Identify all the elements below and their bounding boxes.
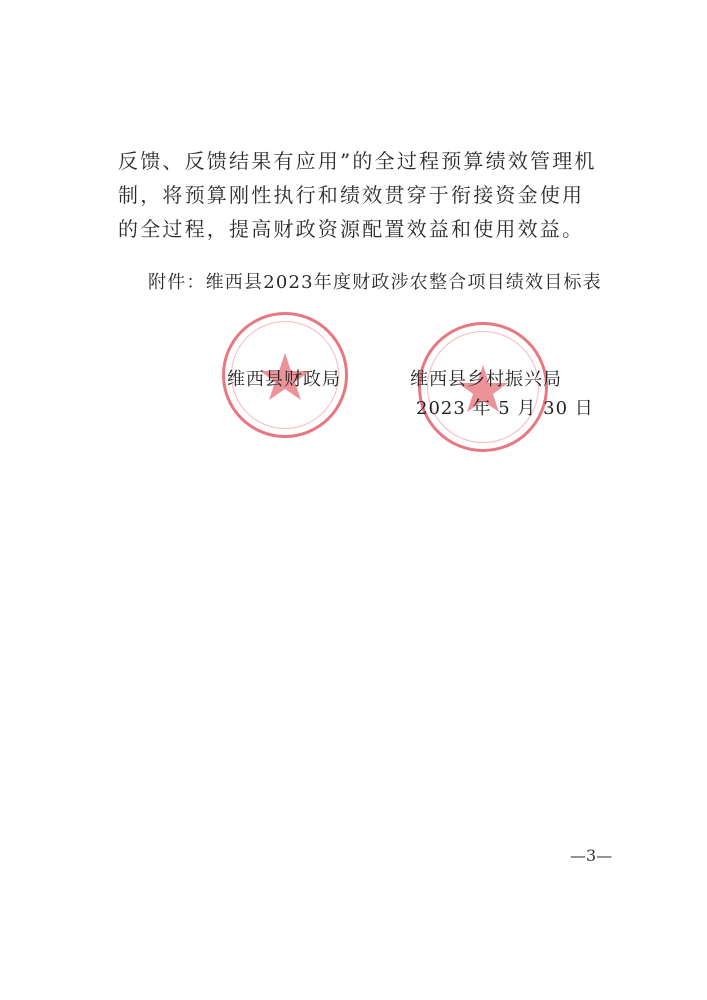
signature-rural-bureau: 维西县乡村振兴局 xyxy=(410,369,562,390)
signature-finance-bureau: 维西县财政局 xyxy=(227,369,341,390)
page-number: —3— xyxy=(570,846,613,865)
attachment-line: 附件：维西县2023年度财政涉农整合项目绩效目标表 xyxy=(148,272,602,293)
body-paragraph: 反馈、反馈结果有应用”的全过程预算绩效管理机制，将预算刚性执行和绩效贯穿于衔接资金使用的全过程，提高财政资源配置效益和使用效益。 xyxy=(118,149,597,241)
document-date: 2023 年 5 月 30 日 xyxy=(416,398,594,419)
